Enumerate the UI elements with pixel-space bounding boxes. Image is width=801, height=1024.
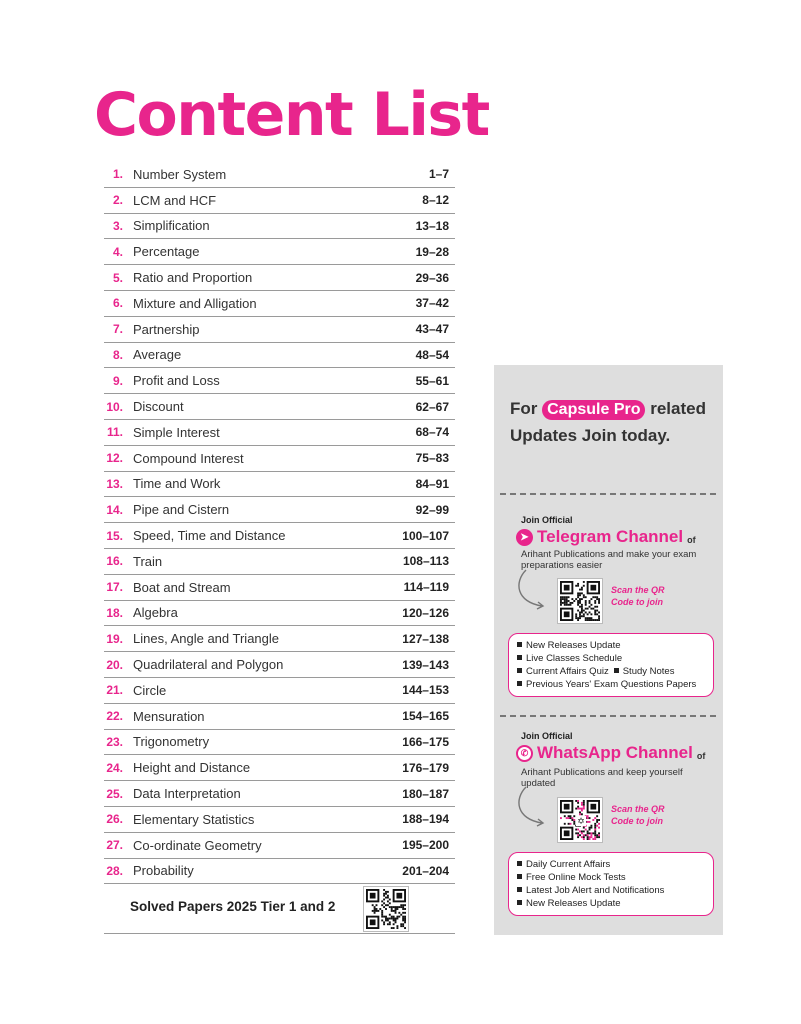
toc-row xyxy=(104,626,455,652)
chapter-pages: 108–113 xyxy=(402,554,449,569)
toc-row xyxy=(104,523,455,549)
toc-row xyxy=(104,497,455,523)
telegram-channel-name: Telegram Channel xyxy=(537,527,684,546)
chapter-pages: 139–143 xyxy=(402,657,449,672)
solved-papers-label: Solved Papers 2025 Tier 1 and 2 xyxy=(130,899,336,914)
feature-item: Current Affairs Quiz Study Notes xyxy=(517,665,705,678)
whatsapp-scan-label: Scan the QR Code to join xyxy=(611,804,665,826)
feature-item: Free Online Mock Tests xyxy=(517,871,705,884)
telegram-channel-title[interactable] xyxy=(516,527,696,547)
promo-heading-line2: Updates Join today. xyxy=(510,426,671,445)
solved-papers-row xyxy=(104,884,455,934)
toc-row xyxy=(104,807,455,833)
chapter-pages: 154–165 xyxy=(402,709,449,724)
chapter-pages: 8–12 xyxy=(422,193,449,208)
toc-row xyxy=(104,678,455,704)
promo-heading xyxy=(510,395,720,449)
telegram-join-label: Join Official xyxy=(521,515,573,525)
whatsapp-features-box xyxy=(508,852,714,916)
chapter-pages: 43–47 xyxy=(415,322,449,337)
toc-row xyxy=(104,730,455,756)
toc-row xyxy=(104,343,455,369)
chapter-title: Circle xyxy=(133,682,167,698)
telegram-description: Arihant Publications and make your exam preparations easier xyxy=(521,549,697,571)
feature-item: Previous Years' Exam Questions Papers xyxy=(517,678,705,691)
chapter-title: Co-ordinate Geometry xyxy=(133,837,262,853)
chapter-pages: 75–83 xyxy=(415,451,449,466)
chapter-pages: 114–119 xyxy=(403,580,449,595)
table-of-contents xyxy=(104,162,455,884)
chapter-number: 6. xyxy=(112,296,123,311)
chapter-number: 1. xyxy=(112,167,123,182)
chapter-title: Boat and Stream xyxy=(133,579,231,595)
chapter-number: 21. xyxy=(106,683,123,698)
toc-row xyxy=(104,652,455,678)
chapter-pages: 144–153 xyxy=(402,683,449,698)
chapter-pages: 120–126 xyxy=(402,605,449,620)
chapter-title: Trigonometry xyxy=(133,734,210,750)
chapter-number: 11. xyxy=(106,425,123,440)
toc-row xyxy=(104,601,455,627)
chapter-pages: 13–18 xyxy=(415,218,449,233)
feature-item: New Releases Update xyxy=(517,639,705,652)
toc-row xyxy=(104,755,455,781)
chapter-number: 3. xyxy=(112,218,123,233)
promo-panel xyxy=(494,365,723,935)
chapter-pages: 166–175 xyxy=(402,734,449,749)
chapter-number: 10. xyxy=(106,399,123,414)
chapter-pages: 84–91 xyxy=(415,476,449,491)
toc-row xyxy=(104,420,455,446)
chapter-pages: 176–179 xyxy=(402,760,449,775)
chapter-pages: 201–204 xyxy=(402,863,449,878)
chapter-number: 4. xyxy=(112,244,123,259)
whatsapp-of: of xyxy=(696,750,706,761)
toc-row xyxy=(104,162,455,188)
dashed-divider xyxy=(500,493,716,495)
chapter-pages: 62–67 xyxy=(415,399,449,414)
chapter-number: 5. xyxy=(112,270,123,285)
chapter-title: Speed, Time and Distance xyxy=(133,528,286,544)
toc-row xyxy=(104,368,455,394)
chapter-title: Quadrilateral and Polygon xyxy=(133,657,284,673)
qr-code-icon xyxy=(363,886,409,932)
toc-row xyxy=(104,214,455,240)
chapter-number: 23. xyxy=(106,734,123,749)
chapter-title: Probability xyxy=(133,863,194,879)
chapter-title: Number System xyxy=(133,166,227,182)
chapter-title: LCM and HCF xyxy=(133,192,217,208)
feature-item: Latest Job Alert and Notifications xyxy=(517,884,705,897)
chapter-number: 15. xyxy=(106,528,123,543)
whatsapp-qr-code-icon[interactable] xyxy=(557,797,603,843)
toc-row xyxy=(104,781,455,807)
capsule-pro-badge: Capsule Pro xyxy=(542,400,645,420)
toc-row xyxy=(104,446,455,472)
chapter-number: 28. xyxy=(106,863,123,878)
toc-row xyxy=(104,704,455,730)
chapter-number: 26. xyxy=(106,812,123,827)
chapter-title: Percentage xyxy=(133,244,200,260)
chapter-title: Data Interpretation xyxy=(133,786,241,802)
feature-item: New Releases Update xyxy=(517,897,705,910)
toc-row xyxy=(104,317,455,343)
chapter-title: Partnership xyxy=(133,321,200,337)
dashed-divider xyxy=(500,715,716,717)
promo-heading-post: related xyxy=(650,399,706,418)
whatsapp-icon: ✆ xyxy=(516,745,533,762)
chapter-number: 2. xyxy=(112,193,123,208)
chapter-title: Ratio and Proportion xyxy=(133,270,253,286)
page-title: Content List xyxy=(94,80,489,150)
chapter-number: 9. xyxy=(112,373,123,388)
telegram-qr-code-icon[interactable] xyxy=(557,578,603,624)
chapter-title: Lines, Angle and Triangle xyxy=(133,631,279,647)
toc-row xyxy=(104,859,455,885)
chapter-pages: 48–54 xyxy=(415,347,449,362)
chapter-pages: 68–74 xyxy=(415,425,449,440)
chapter-number: 13. xyxy=(106,476,123,491)
chapter-pages: 37–42 xyxy=(415,296,449,311)
chapter-pages: 19–28 xyxy=(415,244,449,259)
chapter-title: Algebra xyxy=(133,605,178,621)
whatsapp-logo-icon: ✡ xyxy=(577,816,585,826)
toc-row xyxy=(104,265,455,291)
whatsapp-channel-title[interactable] xyxy=(516,743,705,763)
toc-row xyxy=(104,239,455,265)
whatsapp-join-label: Join Official xyxy=(521,731,573,741)
feature-item: Daily Current Affairs xyxy=(517,858,705,871)
toc-row xyxy=(104,472,455,498)
whatsapp-description: Arihant Publications and keep yourself updated xyxy=(521,767,683,789)
chapter-title: Profit and Loss xyxy=(133,373,220,389)
chapter-pages: 188–194 xyxy=(402,812,449,827)
chapter-title: Discount xyxy=(133,399,184,415)
chapter-pages: 100–107 xyxy=(402,528,449,543)
telegram-scan-label: Scan the QR Code to join xyxy=(611,585,665,607)
chapter-pages: 29–36 xyxy=(415,270,449,285)
chapter-number: 27. xyxy=(106,838,123,853)
chapter-number: 25. xyxy=(106,786,123,801)
toc-row xyxy=(104,575,455,601)
chapter-title: Mensuration xyxy=(133,708,205,724)
toc-row xyxy=(104,394,455,420)
chapter-title: Average xyxy=(133,347,182,363)
chapter-pages: 55–61 xyxy=(415,373,449,388)
chapter-pages: 1–7 xyxy=(428,167,449,182)
telegram-features-box xyxy=(508,633,714,697)
chapter-title: Elementary Statistics xyxy=(133,811,255,827)
chapter-pages: 127–138 xyxy=(402,631,449,646)
chapter-title: Simple Interest xyxy=(133,424,220,440)
toc-row xyxy=(104,291,455,317)
telegram-icon: ➤ xyxy=(516,529,533,546)
feature-item: Live Classes Schedule xyxy=(517,652,705,665)
chapter-title: Mixture and Alligation xyxy=(133,295,257,311)
chapter-number: 16. xyxy=(106,554,123,569)
chapter-title: Compound Interest xyxy=(133,450,244,466)
chapter-pages: 195–200 xyxy=(402,838,449,853)
chapter-number: 7. xyxy=(112,322,123,337)
chapter-pages: 92–99 xyxy=(415,502,449,517)
chapter-pages: 180–187 xyxy=(402,786,449,801)
chapter-title: Time and Work xyxy=(133,476,221,492)
toc-row xyxy=(104,549,455,575)
chapter-title: Simplification xyxy=(133,218,210,234)
chapter-number: 12. xyxy=(106,451,123,466)
chapter-number: 19. xyxy=(106,631,123,646)
chapter-number: 17. xyxy=(106,580,123,595)
chapter-title: Pipe and Cistern xyxy=(133,502,230,518)
curved-arrow-icon xyxy=(512,568,552,612)
telegram-of: of xyxy=(687,534,696,545)
chapter-number: 14. xyxy=(106,502,123,517)
chapter-number: 22. xyxy=(106,709,123,724)
chapter-title: Height and Distance xyxy=(133,760,251,776)
chapter-number: 20. xyxy=(106,657,123,672)
chapter-number: 8. xyxy=(112,347,123,362)
chapter-number: 18. xyxy=(106,605,123,620)
chapter-title: Train xyxy=(133,553,163,569)
toc-row xyxy=(104,833,455,859)
promo-heading-pre: For xyxy=(510,399,538,418)
chapter-number: 24. xyxy=(106,760,123,775)
whatsapp-channel-name: WhatsApp Channel xyxy=(537,743,693,762)
toc-row xyxy=(104,188,455,214)
curved-arrow-icon xyxy=(512,785,552,829)
